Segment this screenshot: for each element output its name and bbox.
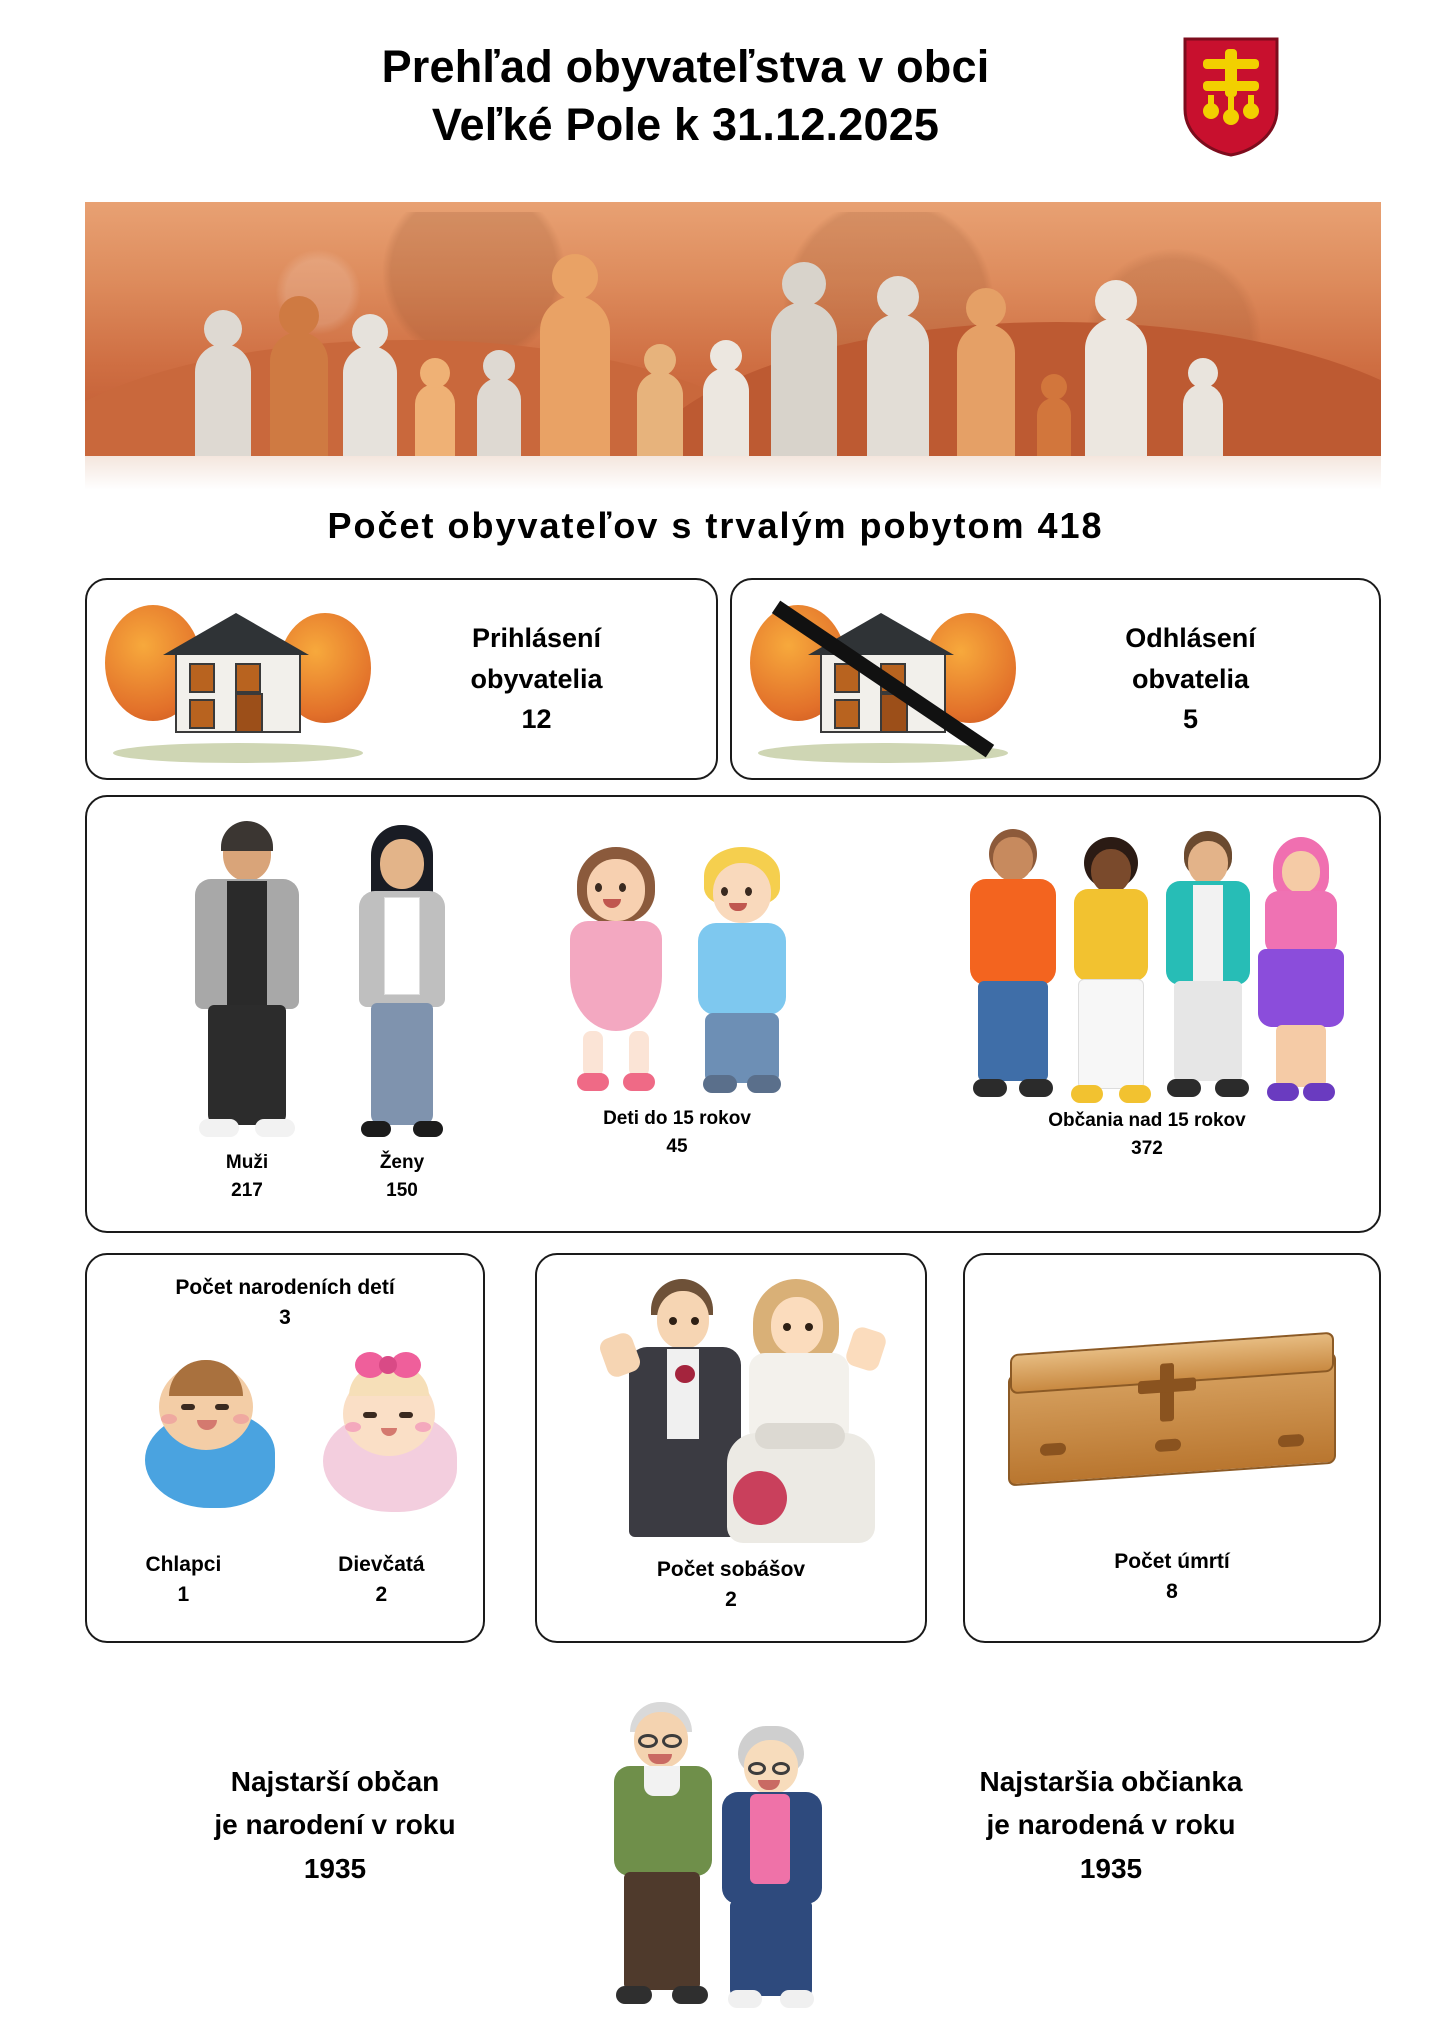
deregistered-value: 5 [1182, 704, 1199, 735]
card-demographics [85, 795, 1381, 1233]
deregistered-label-line2: obvatelia [1131, 663, 1250, 694]
women-caption [302, 1149, 502, 1204]
house-icon [103, 589, 373, 769]
card-deregistered-residents [730, 578, 1381, 780]
children-caption [527, 1105, 827, 1160]
coffin-icon [965, 1327, 1379, 1507]
weddings-caption [537, 1555, 925, 1616]
children-label: Deti do 15 rokov [603, 1108, 751, 1129]
crowd-silhouettes [85, 234, 1381, 464]
man-icon [177, 819, 317, 1149]
women-label: Ženy [379, 1152, 425, 1173]
weddings-value: 2 [725, 1588, 737, 1612]
woman-icon [337, 819, 467, 1149]
children-value: 45 [666, 1135, 688, 1157]
baby-boy-icon [115, 1360, 285, 1520]
boys-caption [145, 1550, 221, 1611]
girls-value: 2 [375, 1583, 388, 1607]
girls-caption [338, 1550, 424, 1611]
card-births [85, 1253, 485, 1643]
men-value: 217 [231, 1179, 263, 1201]
eldest-man-caption [95, 1760, 575, 1890]
weddings-label: Počet sobášov [656, 1558, 806, 1581]
demo-item-women [302, 819, 502, 1204]
total-residents-label: Počet obyvateľov s trvalým pobytom 418 [327, 505, 1104, 546]
boys-label: Chlapci [145, 1552, 222, 1576]
adults-caption [947, 1107, 1347, 1162]
card-deaths [963, 1253, 1381, 1643]
adults-label: Občania nad 15 rokov [1048, 1110, 1246, 1131]
baby-girl-icon [299, 1362, 469, 1522]
wedding-couple-icon [537, 1261, 925, 1551]
demo-item-children [527, 837, 827, 1160]
eldest-man-line1: Najstarší občan [230, 1766, 440, 1797]
title-line-2: Veľké Pole k 31.12.2025 [431, 98, 940, 150]
house-crossed-icon [748, 589, 1018, 769]
adults-value: 372 [1131, 1137, 1163, 1159]
men-label: Muži [225, 1152, 269, 1173]
population-banner-image [85, 202, 1381, 490]
eldest-man-year: 1935 [303, 1852, 367, 1884]
deaths-label: Počet úmrtí [1114, 1550, 1230, 1573]
card-registered-residents [85, 578, 718, 780]
demo-item-adults [947, 815, 1347, 1162]
registered-label-line1: Prihlásení [471, 623, 602, 654]
births-total: 3 [279, 1306, 291, 1330]
registered-value: 12 [521, 704, 552, 735]
girls-label: Dievčatá [338, 1552, 425, 1576]
deaths-caption [965, 1547, 1379, 1608]
title-line-1: Prehľad obyvateľstva v obci [381, 41, 990, 92]
elderly-couple-icon [600, 1700, 830, 2010]
page-header [0, 0, 1431, 190]
group-of-adults-icon [947, 815, 1347, 1105]
children-icon [527, 837, 827, 1097]
births-title: Počet narodeních detí [175, 1276, 395, 1299]
registered-label-line2: obyvatelia [470, 663, 603, 694]
deregistered-label-line1: Odhlásení [1125, 623, 1256, 654]
coat-of-arms-icon [1181, 35, 1281, 157]
page-title [382, 38, 990, 153]
boys-value: 1 [177, 1583, 190, 1607]
eldest-man-line2: je narodení v roku [214, 1809, 456, 1841]
eldest-woman-line1: Najstaršia občianka [979, 1766, 1243, 1797]
eldest-woman-caption [861, 1760, 1361, 1890]
eldest-woman-line2: je narodená v roku [986, 1809, 1236, 1841]
eldest-woman-year: 1935 [1079, 1852, 1143, 1884]
deaths-value: 8 [1166, 1580, 1178, 1604]
card-weddings [535, 1253, 927, 1643]
women-value: 150 [386, 1179, 418, 1201]
